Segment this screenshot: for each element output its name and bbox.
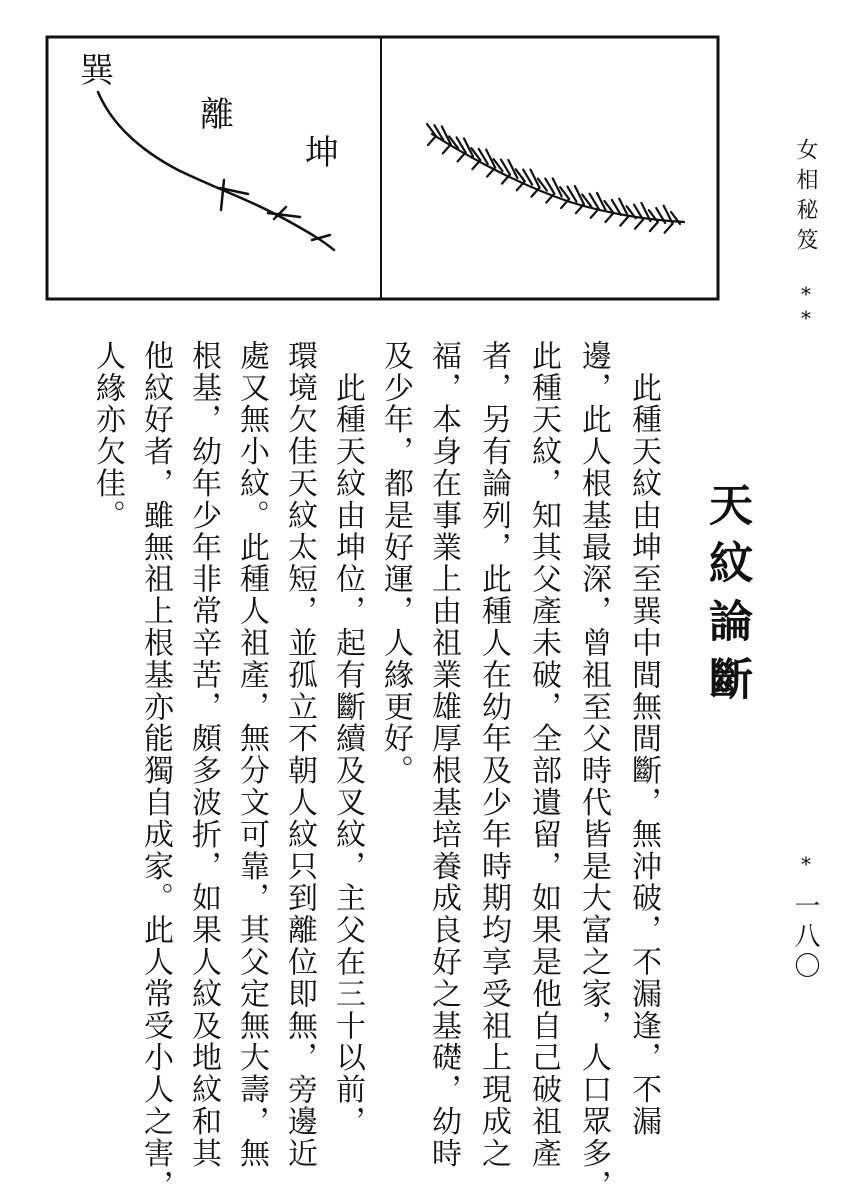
text-column: 人緣亦欠佳。 [90, 340, 125, 532]
page-number: 一八〇 [790, 892, 820, 982]
text-column: 他紋好者，雖無祖上根基亦能獨自成家。此人常受小人之害， [138, 340, 173, 1202]
label-xun: 巽 [80, 51, 114, 91]
branch-tick [443, 144, 451, 153]
branch-line-main [432, 134, 684, 222]
branch-tick [458, 152, 466, 161]
branch-tick [635, 220, 643, 229]
text-column: 及少年，都是好運，人緣更好。 [378, 340, 413, 787]
heaven-line-branched [427, 124, 684, 233]
branch-tick [650, 222, 658, 231]
branch-tick [472, 160, 480, 169]
branch-tick [605, 213, 613, 222]
palm-line-illustration [0, 0, 860, 340]
text-column: 此種天紋由坤位，起有斷續及叉紋，主父在三十以前， [330, 340, 365, 1138]
text-column: 處又無小紋。此種人祖產，無分文可靠，其父定無大壽，無 [234, 340, 269, 1170]
text-column: 此種天紋由坤至巽中間無間斷，無沖破，不漏逢，不漏 [626, 340, 661, 1138]
illustration-frame [47, 37, 718, 299]
branch-tick [591, 209, 599, 218]
text-column: 者，另有論列，此種人在幼年及少年時期均享受祖上現成之 [476, 340, 511, 1170]
text-column: 此種天紋，知其父產未破，全部遺留，如果是他自己破祖產 [526, 340, 561, 1170]
text-column: 邊，此人根基最深，曾祖至父時代皆是大富之家，人口眾多， [576, 340, 611, 1202]
article-title: 天紋論斷 [701, 482, 752, 714]
label-li: 離 [200, 95, 234, 135]
text-column: 根基，幼年少年非常辛苦，頗多波折，如果人紋及地紋和其 [186, 340, 221, 1170]
branch-tick [620, 217, 628, 226]
label-kun: 坤 [305, 133, 339, 173]
decor-asterisks-top: ** [794, 282, 818, 330]
text-column: 環境欠佳天紋太短，並孤立不朝人紋只到離位即無，旁邊近 [282, 340, 317, 1170]
branch-tick [665, 224, 673, 233]
branch-tick [428, 136, 436, 145]
decor-asterisk-bottom: * [794, 852, 818, 884]
text-column: 福，本身在事業上由祖業雄厚根基培養成良好之基礎，幼時 [426, 340, 461, 1170]
book-title: 女相秘笈 [793, 138, 818, 258]
